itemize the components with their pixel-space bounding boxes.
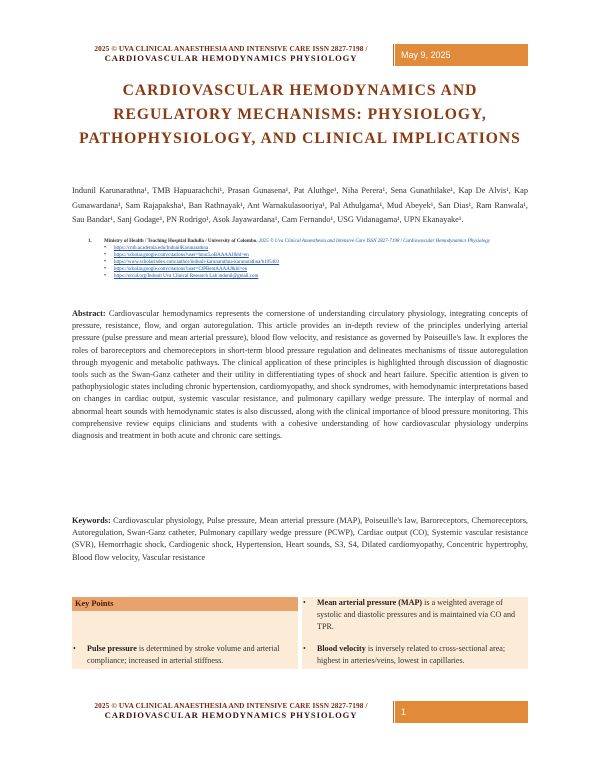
page-header <box>72 44 528 66</box>
affiliation-number: 1. <box>88 239 92 244</box>
key-point-text: is inversely related to cross-sectional area; highest in arteries/veins, lowest in capillaries. <box>317 644 506 665</box>
header-journal-line: 2025 © UVA CLINICAL ANAESTHESIA AND INTENSIVE CARE ISSN 2827-7198 / <box>94 44 368 53</box>
footer-journal-line: 2025 © UVA CLINICAL ANAESTHESIA AND INTENSIVE CARE ISSN 2827-7198 / <box>94 701 368 710</box>
keywords-text: Cardiovascular physiology, Pulse pressure, Mean arterial pressure (MAP), Poiseuille's law, Baroreceptors, Chemoreceptors, Autoregulation, Swan-Ganz catheter, Pulmonary capillary wedge pressure (PCWP), Cardiac output (CO), Systemic vascular resistance (SVR), Hemorrhagic shock, Cardiogenic shock, Hypertension, Heart sounds, S3, S4, Dilated cardiomyopathy, Concentric hypertrophy, Blood flow velocity, Vascular resistance <box>72 516 529 562</box>
abstract <box>72 308 528 442</box>
key-points-right-column <box>302 597 528 669</box>
affiliation-links <box>88 245 528 280</box>
author-list: Indunil Karunarathna¹, TMB Hapuarachchi¹, Prasan Gunasena¹, Pat Aluthge¹, Niha Perera¹, Sena Gunathilake¹, Kap De Alvis¹, Kap Gunawardana¹, Sam Rajapaksha¹, Ban Rathnayak¹, Ant Warnakulasooriya¹, Pal Athulgama¹, Mud Abeyek¹, San Dias¹, Ram Ranwala¹, Sau Bandar¹, Sanj Godage¹, PN Rodrigo¹, Asok Jayawardana¹, Cam Fernando¹, USG Vidanagama¹, UPN Ekanayake¹. <box>72 186 528 225</box>
key-point-text: is determined by stroke volume and arterial compliance; increased in arterial stiffness. <box>87 644 280 665</box>
abstract-text: Cardiovascular hemodynamics represents the cornerstone of understanding circulatory physiology, integrating concepts of pressure, resistance, flow, and organ autoregulation. This article provides an in-depth review of the principles underlying arterial pressure (pulse pressure and mean arterial pressure), blood flow velocity, and resistance as governed by Poiseuille's law. It explores the roles of baroreceptors and chemoreceptors in short-term blood pressure regulation and delineates mechanisms of tissue autoregulation through myogenic and metabolic pathways. The clinical application of these principles is highlighted through discussion of diagnostic tools such as the Swan-Ganz catheter and their utility in differentiating types of shock and heart failure. Specific attention is given to pathophysiologic states including chronic hypertension, cardiomyopathy, and shock syndromes, with hemodynamic interpretations based on changes in cardiac output, systemic vascular resistance, and pulmonary capillary wedge pressure. The interplay of normal and abnormal heart sounds with hemodynamic states is also discussed, along with the clinical importance of blood pressure monitoring. This comprehensive review equips clinicians and students with a cohesive understanding of how cardiovascular physiology underpins diagnosis and treatment in both acute and chronic care settings. <box>72 309 528 441</box>
key-point-item <box>302 643 526 667</box>
bullet-icon: • <box>303 644 306 653</box>
bullet-icon: • <box>303 598 306 607</box>
affiliation-institution: Ministry of Health / Teaching Hospital Badulla / University of Colombo. <box>104 239 258 244</box>
list-item <box>104 245 528 252</box>
profile-link[interactable]: https://cmb.academia.edu/IndunilKarunarathna <box>114 246 209 251</box>
footer-divider <box>393 701 394 723</box>
profile-link[interactable]: https://scholar.google.com/citations?user=CtPBentAAAAJ&hl=en <box>114 267 248 272</box>
key-point-text: is a weighted average of systolic and diastolic pressures and is maintained via CO and TPR. <box>317 598 516 631</box>
affiliation-journal: 2025 © Uva Clinical Anaesthesia and Intensive Care ISSN 2827-7198 / Cardiovascular Hemodynamics Physiology <box>258 239 490 244</box>
profile-link[interactable]: https://scholar.google.com/citations?user=hnucLoBAAAAJ&hl=en <box>114 253 249 258</box>
affiliation-main <box>88 238 528 245</box>
page-number: 1 <box>395 701 528 723</box>
key-points-left-column <box>72 597 298 669</box>
key-points-box <box>72 597 528 669</box>
profile-link[interactable]: https://www.scholarindex.com/author/indunil-karunarathna-karunarathna/b105403 <box>114 260 280 265</box>
keywords <box>72 515 528 564</box>
list-item <box>104 259 528 266</box>
bullet-icon: • <box>73 644 76 653</box>
header-journal-block <box>72 44 390 66</box>
header-date: May 9, 2025 <box>395 44 528 66</box>
abstract-label: Abstract: <box>72 309 106 318</box>
list-item <box>104 266 528 273</box>
keywords-label: Keywords: <box>72 516 111 525</box>
key-point-term: Mean arterial pressure (MAP) <box>317 598 423 607</box>
header-divider <box>393 44 394 66</box>
key-points-heading: Key Points <box>72 597 298 611</box>
key-point-item <box>302 597 526 633</box>
footer-section-line: CARDIOVASCULAR HEMODYNAMICS PHYSIOLOGY <box>104 710 358 720</box>
key-point-term: Pulse pressure <box>87 644 137 653</box>
list-item <box>104 273 528 280</box>
profile-link[interactable]: https://orcid.org/Indunil Uva Clinical Research Lab indunil@gmail.com <box>114 274 259 279</box>
header-section-line: CARDIOVASCULAR HEMODYNAMICS PHYSIOLOGY <box>104 53 358 63</box>
page-footer <box>72 701 528 723</box>
article-title: CARDIOVASCULAR HEMODYNAMICS AND REGULATORY MECHANISMS: PHYSIOLOGY, PATHOPHYSIOLOGY, AND CLINICAL IMPLICATIONS <box>79 82 521 147</box>
footer-journal-block <box>72 701 390 721</box>
key-point-term: Blood velocity <box>317 644 366 653</box>
affiliation-block <box>88 238 528 280</box>
key-point-item <box>72 643 294 667</box>
list-item <box>104 252 528 259</box>
